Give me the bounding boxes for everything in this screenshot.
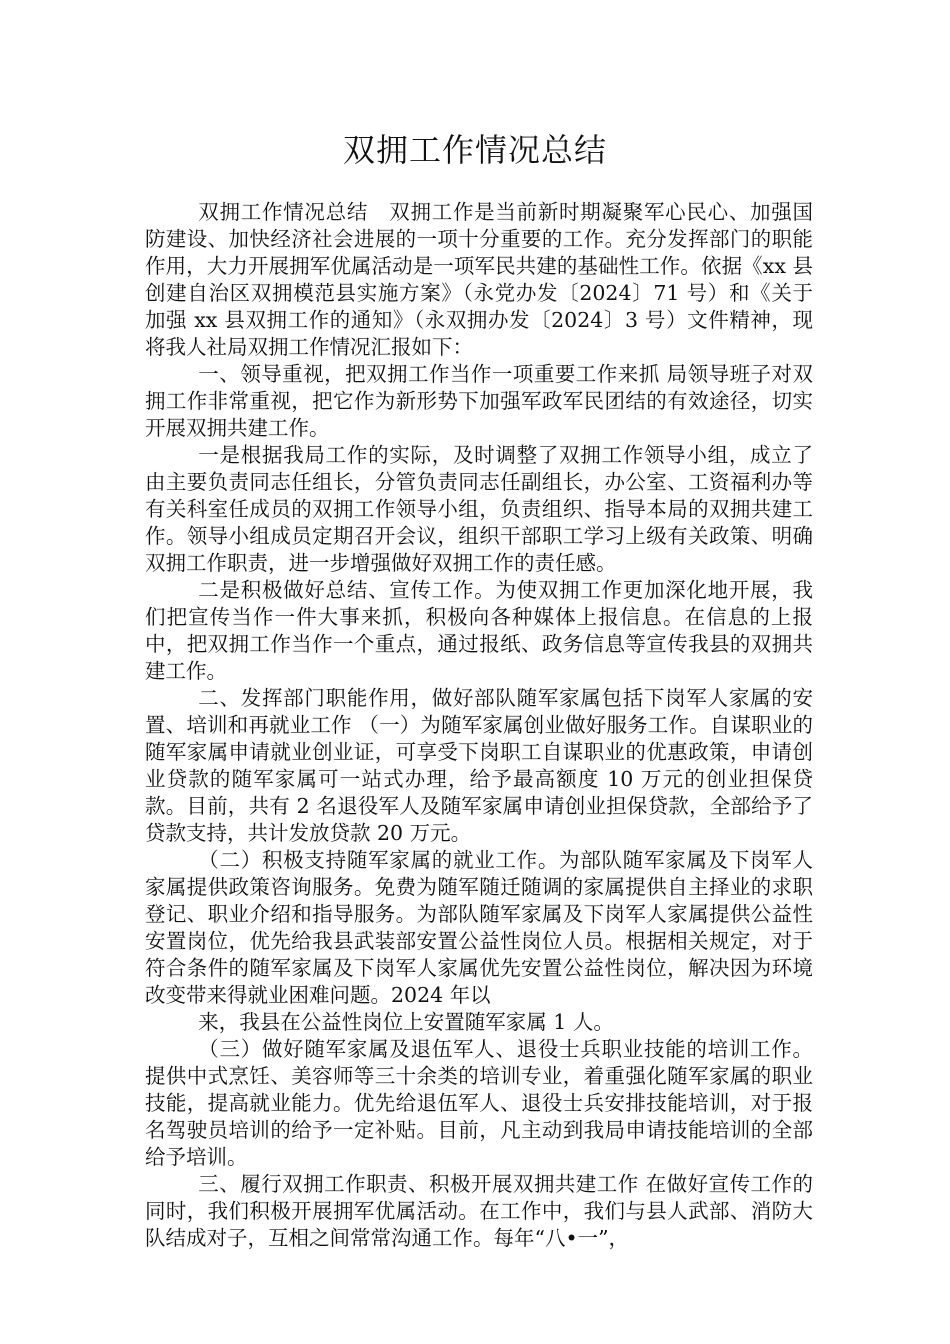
paragraph-section-2-item-3: （三）做好随军家属及退伍军人、退役士兵职业技能的培训工作。提供中式烹饪、美容师等三十余类的培训专业，着重强化随军家属的职业技能，提高就业能力。优先给退伍军人、退役士兵安排技能培训，对于报名驾驶员培训的给予一定补贴。目前，凡主动到我局申请技能培训的全部给予培训。 [145,1037,813,1169]
paragraph-section-1: 一、领导重视，把双拥工作当作一项重要工作来抓 局领导班子对双拥工作非常重视，把它作为新形势下加强军政军民团结的有效途径，切实开展双拥共建工作。 [145,362,813,440]
paragraph-section-2: 二、发挥部门职能作用，做好部队随军家属包括下岗军人家属的安置、培训和再就业工作 （一）为随军家属创业做好服务工作。自谋职业的随军家属申请就业创业证，可享受下岗职工自谋职业的优惠政策，申请创业贷款的随军家属可一站式办理，给予最高额度 10 万元的创业担保贷款。目前，共有 2 名退役军人及随军家属申请创业担保贷款，全部给予了贷款支持，共计发放贷款 20 万元。 [145,686,813,845]
document-body [145,199,813,1252]
paragraph-section-1-item-2: 二是积极做好总结、宣传工作。为使双拥工作更加深化地开展，我们把宣传当作一件大事来抓，积极向各种媒体上报信息。在信息的上报中，把双拥工作当作一个重点，通过报纸、政务信息等宣传我县的双拥共建工作。 [145,578,813,683]
paragraph-section-2-item-2-continued: 来，我县在公益性岗位上安置随军家属 1 人。 [198,1010,614,1034]
paragraph-section-1-item-1: 一是根据我局工作的实际，及时调整了双拥工作领导小组，成立了由主要负责同志任组长，分管负责同志任副组长，办公室、工资福利办等有关科室任成员的双拥工作领导小组，负责组织、指导本局的双拥共建工作。领导小组成员定期召开会议，组织干部职工学习上级有关政策、明确双拥工作职责，进一步增强做好双拥工作的责任感。 [145,443,813,575]
paragraph-section-2-item-2: （二）积极支持随军家属的就业工作。为部队随军家属及下岗军人家属提供政策咨询服务。免费为随军随迁随调的家属提供自主择业的求职登记、职业介绍和指导服务。为部队随军家属及下岗军人家属提供公益性安置岗位，优先给我县武装部安置公益性岗位人员。根据相关规定，对于符合条件的随军家属及下岗军人家属优先安置公益性岗位，解决因为环境改变带来得就业困难问题。2024 年以 [145,848,813,1007]
paragraph-section-3: 三、履行双拥工作职责、积极开展双拥共建工作 在做好宣传工作的同时，我们积极开展拥军优属活动。在工作中，我们与县人武部、消防大队结成对子，互相之间常常沟通工作。每年“八•一”， [145,1172,813,1250]
document-title: 双拥工作情况总结 [342,131,607,169]
paragraph-intro: 双拥工作情况总结 双拥工作是当前新时期凝聚军心民心、加强国防建设、加快经济社会进展的一项十分重要的工作。充分发挥部门的职能作用，大力开展拥军优属活动是一项军民共建的基础性工作。依据《xx 县创建自治区双拥模范县实施方案》（永党办发〔2024〕71 号）和《关于加强 xx 县双拥工作的通知》（永双拥办发〔2024〕3 号）文件精神，现将我人社局双拥工作情况汇报如下： [145,200,813,359]
